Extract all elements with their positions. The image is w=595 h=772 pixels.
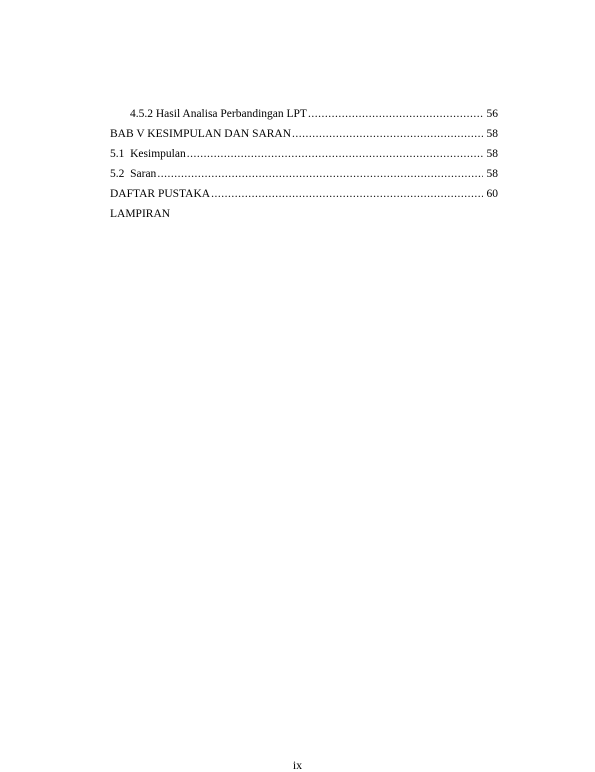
toc-dot-leader: [157, 164, 483, 184]
toc-entry-title: 5.2 Saran: [110, 168, 157, 180]
toc-dot-leader: [211, 184, 483, 204]
toc-entry-page: 56: [486, 108, 498, 120]
table-of-contents: [110, 104, 498, 224]
toc-entry-title: 5.1 Kesimpulan: [110, 148, 186, 160]
toc-dot-leader: [292, 124, 483, 144]
toc-entry-title: 4.5.2 Hasil Analisa Perbandingan LPT: [130, 108, 307, 120]
toc-entry-title: DAFTAR PUSTAKA: [110, 188, 211, 200]
toc-entry-title: LAMPIRAN: [110, 208, 171, 220]
toc-dot-leader: [308, 104, 483, 124]
page-number: ix: [292, 758, 303, 772]
toc-entry-5-2[interactable]: [110, 164, 498, 184]
toc-entry-daftar-pustaka[interactable]: [110, 184, 498, 204]
toc-dot-leader: [187, 144, 483, 164]
toc-entry-page: 58: [486, 148, 498, 160]
toc-entry-5-1[interactable]: [110, 144, 498, 164]
toc-entry-title: BAB V KESIMPULAN DAN SARAN: [110, 128, 292, 140]
toc-entry-page: 58: [486, 128, 498, 140]
toc-entry-4-5-2[interactable]: [110, 104, 498, 124]
toc-entry-page: 60: [486, 188, 498, 200]
toc-entry-page: 58: [486, 168, 498, 180]
toc-entry-bab-v[interactable]: [110, 124, 498, 144]
toc-entry-lampiran[interactable]: [110, 204, 498, 224]
